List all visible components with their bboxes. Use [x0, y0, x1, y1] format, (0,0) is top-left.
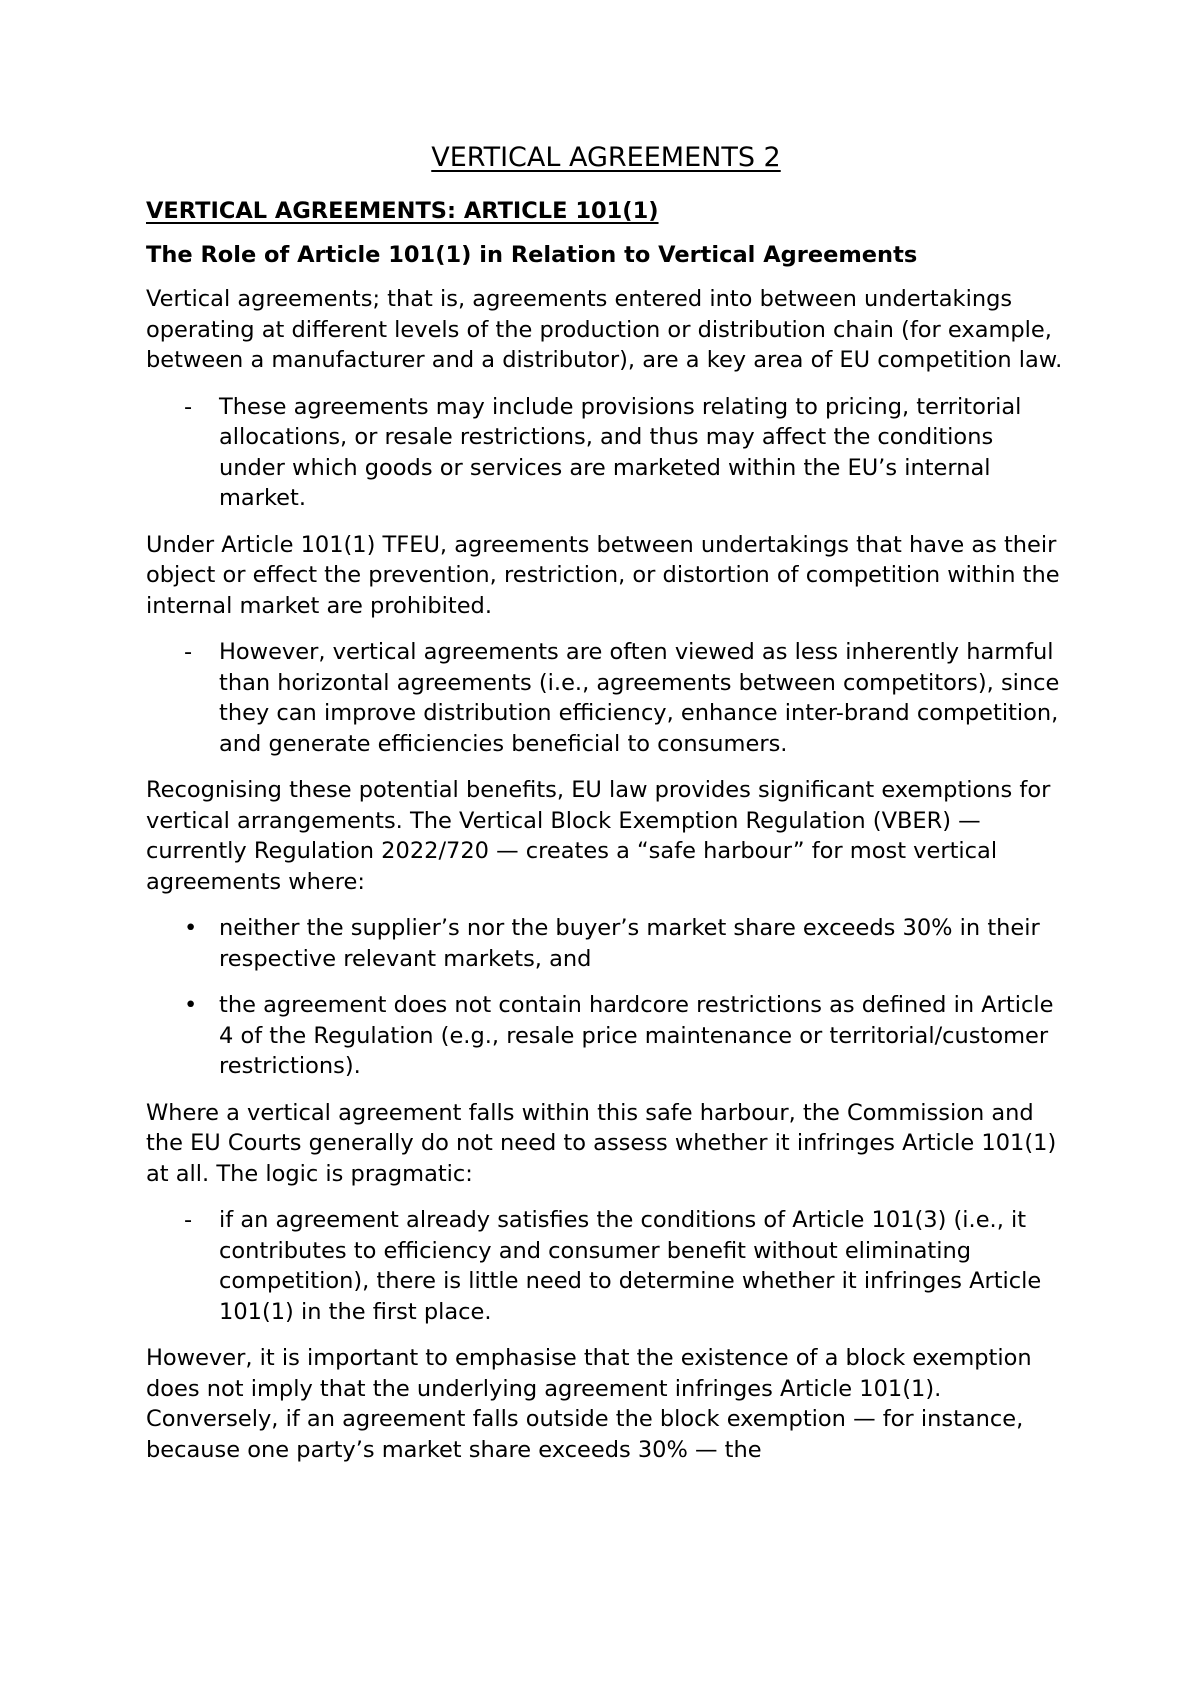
dash-marker: - — [184, 1207, 193, 1233]
dash-marker: - — [184, 639, 193, 665]
section-heading: VERTICAL AGREEMENTS: ARTICLE 101(1) — [146, 198, 659, 224]
document-page — [146, 140, 1066, 1481]
bullet-marker: • — [184, 992, 198, 1018]
paragraph-5: However, it is important to emphasise that the existence of a block exemption does not imply that the underlying agreement infringes Article 101(1). Conversely, if an agreement falls outside the block exemption — for instance, because one party’s market share exceeds 30% — the — [146, 1345, 1032, 1463]
list-item — [146, 637, 1066, 759]
list-item-text: if an agreement already satisfies the conditions of Article 101(3) (i.e., it contributes to efficiency and consumer benefit without eliminating competition), there is little need to determine whether it infringes Article 101(1) in the first place. — [219, 1207, 1042, 1325]
dash-list-3 — [146, 1205, 1066, 1327]
sub-heading: The Role of Article 101(1) in Relation to Vertical Agreements — [146, 242, 918, 268]
list-item-text: However, vertical agreements are often viewed as less inherently harmful than horizontal agreements (i.e., agreements between competitors), since they can improve distribution efficiency, enhance inter-brand competition, and generate efficiencies beneficial to consumers. — [219, 639, 1060, 757]
paragraph-3: Recognising these potential benefits, EU law provides significant exemptions for vertical arrangements. The Vertical Block Exemption Regulation (VBER) — currently Regulation 2022/720 — creates a “safe harbour” for most vertical agreements where: — [146, 777, 1051, 895]
list-item-text: the agreement does not contain hardcore restrictions as defined in Article 4 of the Regulation (e.g., resale price maintenance or territorial/customer restrictions). — [219, 992, 1054, 1079]
list-item — [146, 392, 1066, 514]
list-item — [146, 990, 1066, 1082]
list-item — [146, 913, 1066, 974]
bullet-list — [146, 913, 1066, 1082]
dash-list-1 — [146, 392, 1066, 514]
paragraph-1: Vertical agreements; that is, agreements entered into between undertakings operating at different levels of the production or distribution chain (for example, between a manufacturer and a distributor), are a key area of EU competition law. — [146, 286, 1063, 373]
list-item-text: These agreements may include provisions relating to pricing, territorial allocations, or resale restrictions, and thus may affect the conditions under which goods or services are marketed within the EU’s internal market. — [219, 393, 1022, 511]
paragraph-2: Under Article 101(1) TFEU, agreements between undertakings that have as their object or effect the prevention, restriction, or distortion of competition within the internal market are prohibited. — [146, 531, 1060, 619]
paragraph-4: Where a vertical agreement falls within this safe harbour, the Commission and the EU Courts generally do not need to assess whether it infringes Article 101(1) at all. The logic is pragmatic: — [146, 1099, 1057, 1187]
list-item — [146, 1205, 1066, 1327]
dash-list-2 — [146, 637, 1066, 759]
dash-marker: - — [184, 393, 193, 420]
list-item-text: neither the supplier’s nor the buyer’s market share exceeds 30% in their respective relevant markets, and — [219, 915, 1040, 972]
bullet-marker: • — [184, 915, 198, 941]
document-title: VERTICAL AGREEMENTS 2 — [431, 142, 781, 173]
